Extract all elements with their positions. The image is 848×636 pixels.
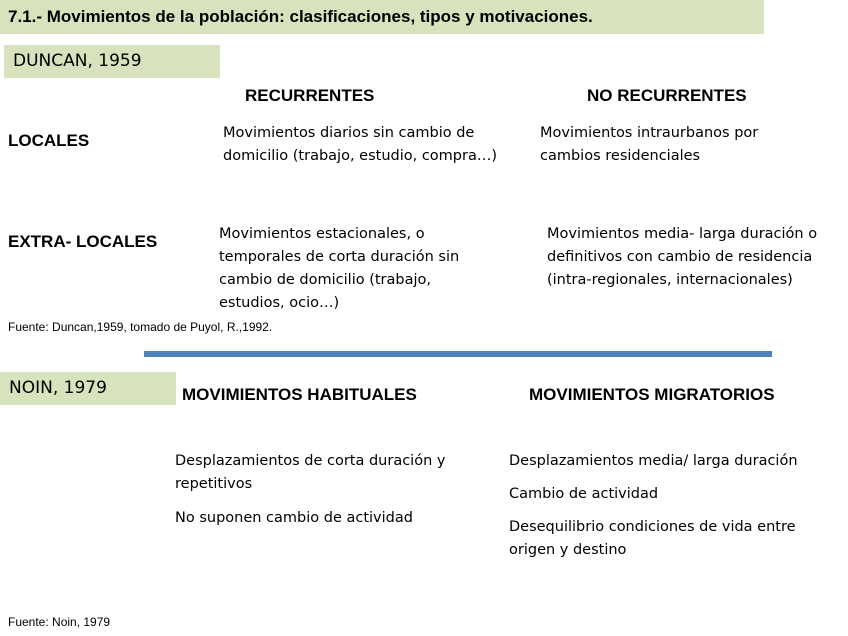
migratorios-item: Desplazamientos media/ larga duración [509, 453, 798, 469]
col-header-recurrentes: RECURRENTES [245, 86, 375, 105]
duncan-source: Fuente: Duncan,1959, tomado de Puyol, R.,1992. [8, 320, 273, 334]
cell-locales-no-recurrentes: Movimientos intraurbanos por cambios residenciales [540, 125, 759, 164]
migratorios-item: Cambio de actividad [509, 486, 659, 502]
cell-extra-locales-recurrentes: Movimientos estacionales, o temporales de corta duración sin cambio de domicilio (trabajo, estudios, ocio…) [219, 226, 460, 311]
habituales-item: No suponen cambio de actividad [175, 510, 413, 526]
cell-extra-locales-no-recurrentes: Movimientos media- larga duración o definitivos con cambio de residencia (intra-regionales, internacionales) [547, 226, 818, 288]
habituales-item: Desplazamientos de corta duración y repetitivos [175, 453, 446, 492]
col-header-no-recurrentes: NO RECURRENTES [587, 86, 747, 105]
migratorios-item: Desequilibrio condiciones de vida entre origen y destino [509, 519, 796, 558]
cell-locales-recurrentes: Movimientos diarios sin cambio de domicilio (trabajo, estudio, compra…) [223, 125, 498, 164]
row-header-locales: LOCALES [8, 131, 90, 150]
page-title: 7.1.- Movimientos de la población: clasificaciones, tipos y motivaciones. [8, 7, 593, 26]
duncan-tag: DUNCAN, 1959 [4, 45, 220, 78]
migratorios-list [509, 450, 829, 562]
section-divider [144, 351, 772, 357]
col-header-migratorios: MOVIMIENTOS MIGRATORIOS [529, 385, 775, 404]
habituales-list [175, 450, 475, 530]
noin-tag: NOIN, 1979 [0, 372, 176, 405]
noin-source: Fuente: Noin, 1979 [8, 615, 111, 629]
row-header-extra-locales: EXTRA- LOCALES [8, 232, 158, 251]
col-header-habituales: MOVIMIENTOS HABITUALES [182, 385, 417, 404]
